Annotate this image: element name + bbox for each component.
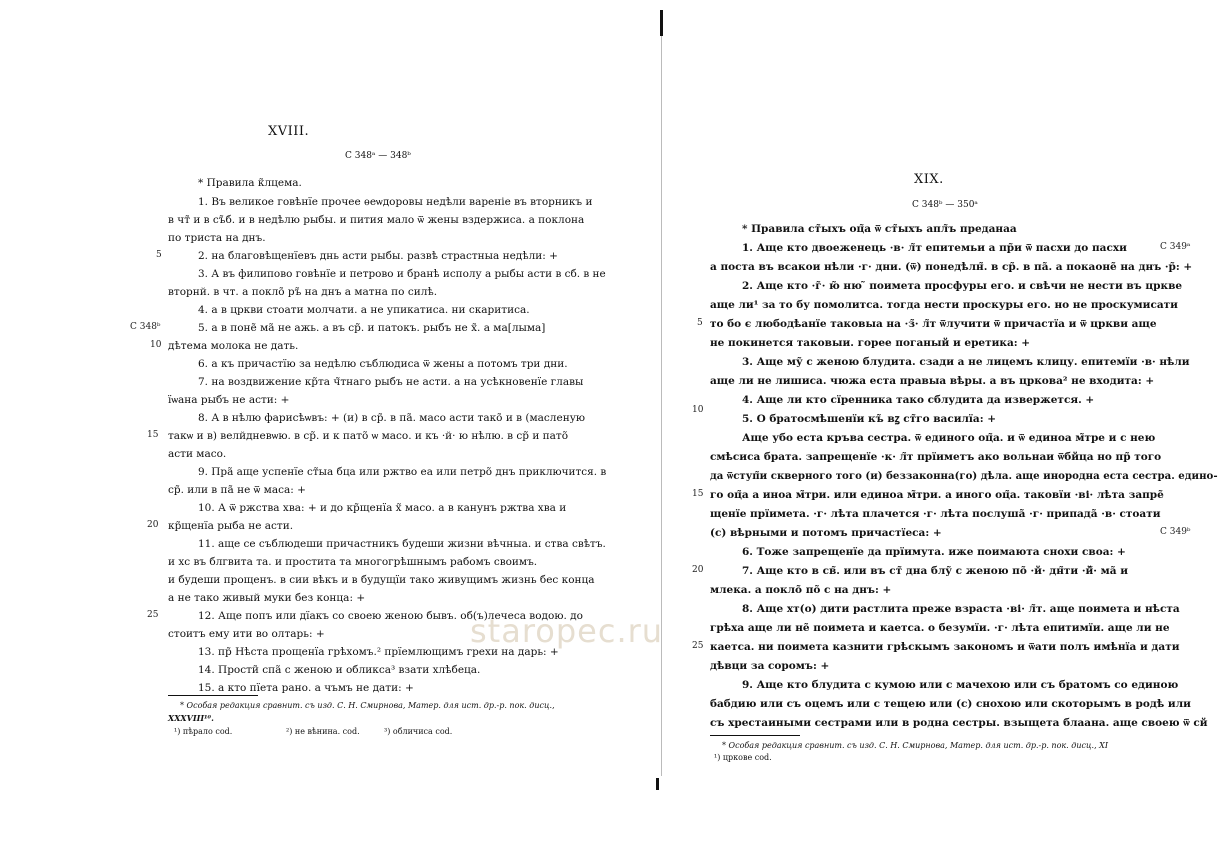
text-line: а не тако живый муки без конца: +: [168, 592, 366, 604]
text-line: 8. А в нѣлю фарисѣѡвъ: + (и) в ср̃. в па̃. масо асти тако̃ и в (масленую: [198, 412, 586, 424]
text-line: 2. на благовѣщенїевъ днь асти рыбы. развѣ страстныа недѣли: +: [198, 250, 558, 262]
right-manuscript-ref: С 348ᵇ — 350ᵃ: [912, 200, 978, 210]
text-line: 4. а в цркви стоати молчати. а не упикатиса. ни скаритиса.: [198, 304, 530, 316]
text-line: * Правила к̃лцема.: [198, 177, 302, 189]
line-number: 10: [150, 340, 162, 350]
text-line: ср̃. или в па̃ не ѿ маса: +: [168, 484, 306, 496]
text-line: 12. Аще попъ или дїакъ со своею женою бывъ. об(ъ)лечеса водою. до: [198, 610, 583, 622]
text-line: не покинется таковыи. горее поганый и еретика: +: [710, 337, 1031, 349]
text-line: 6. а къ причастїю за недѣлю съблюдиса ѿ жены а потомъ три дни.: [198, 358, 568, 370]
text-line: 3. Аще му̃ с женою блудита. сзади а не лицемъ клицу. епитемїи ·в· нѣли: [742, 356, 1190, 368]
line-number: 5: [156, 250, 162, 260]
text-line: аще ли¹ за то бу помолитса. тогда нести проскуры его. но не проскумисати: [710, 299, 1178, 311]
text-line: 7. Аще кто в св̃. или въ ст̃ дна блу̃ с женою по̃ ·й· дн̃ти ·й̃· ма̃ и: [742, 565, 1128, 577]
text-line: 3. А въ филипово говѣнїе и петрово и бранѣ исполу а рыбы асти в сб. в не: [198, 268, 606, 280]
text-line: аще ли не лишиса. чюжа еста правыа вѣры. а въ цркова² не входита: +: [710, 375, 1155, 387]
footnote-main: * Особая редакция сравнит. съ изд. С. Н. Смирнова, Матер. для ист. др.-р. пок. дисц.,: [180, 701, 555, 710]
text-line: каетса. ни поимета казнити грѣскымъ закономъ и ѿати полъ имѣнїа и дати: [710, 641, 1180, 653]
text-line: 7. на воздвижение кр̃та ч̃тнаго рыбъ не асти. а на усѣкновенїе главы: [198, 376, 584, 388]
text-line: дѣвци за соромъ: +: [710, 660, 830, 672]
text-line: 1. Аще кто двоеженець ·в· л̃т епитемьи а пр̃и ѿ пасхи до пасхи: [742, 242, 1127, 254]
line-number: 5: [697, 318, 703, 328]
line-number: 10: [692, 405, 704, 415]
text-line: такѡ и в) велйдневѡю. в ср̃. и к пато̃ ѡ масо. и къ ·й· ю нѣлю. в ср̃ и пато̃: [168, 430, 569, 442]
watermark: staropec.ru: [470, 612, 664, 650]
text-line: 5. О братосмѣшенїи къ̃ вꙁ ст̃го василїа: +: [742, 413, 997, 425]
text-line: да ѿступ̃и скверного того (и) беззаконна(го) дѣла. аще инородна еста сестра. едино-: [710, 470, 1218, 482]
text-line: го оц̃а а иноа м̃три. или единоа м̃три. а иного оц̃а. таковїи ·ві· лѣта запре̃: [710, 489, 1164, 501]
footnote-2: ²) не вѣнина. cod.: [286, 727, 360, 736]
right-page: [612, 0, 1224, 868]
text-line: вторнй. в чт. а покло̃ ръ̃ на днъ а матна по силѣ.: [168, 286, 438, 298]
text-line: 9. Аще кто блудита с кумою или с мачехою или съ братомъ со единою: [742, 679, 1179, 691]
footnote-1: ¹) пѣрало cod.: [174, 727, 233, 736]
text-line: 14. Прости̃ спа̃ с женою и обликса³ взати хлѣбеца.: [198, 664, 481, 676]
footnote-1: ¹) цркове cod.: [714, 753, 772, 762]
text-line: 2. Аще кто ·г̃· ю̃ ню ̃ поимета просфуры его. и свѣчи не нести въ цркве: [742, 280, 1183, 292]
text-line: 15. а кто пїета рано. а чъмъ не дати: +: [198, 682, 414, 694]
text-line: 8. Аще хт(о) дити растлита преже взраста ·ві· л̃т. аще поимета и нѣста: [742, 603, 1180, 615]
text-line: Аще убо еста кръва сестра. ѿ единого оц̃а. и ѿ единоа м̃тре и с нею: [742, 432, 1156, 444]
footnote-main: * Особая редакция сравнит. съ изд. С. Н. Смирнова, Матер. для ист. др.-р. пок. дисц., XI: [722, 741, 1109, 750]
text-line: асти масо.: [168, 448, 227, 460]
footnote-ref: XXXVIII¹⁰.: [168, 713, 214, 723]
text-line: и будеши прощенъ. в сии вѣкъ и в будущїи тако живущимъ жизнь бес конца: [168, 574, 595, 586]
text-line: 9. Пра̃ аще успенїе ст̃ыа бца или ржтво еа или петро̃ днъ приключится. в: [198, 466, 607, 478]
text-line: дѣтема молока не дать.: [168, 340, 299, 352]
text-line: грѣха аще ли не̃ поимета и каетса. о безумїи. ·г· лѣта епитимїи. аще ли не: [710, 622, 1170, 634]
folio-marker: С 348ᵇ: [130, 322, 161, 332]
left-section-title: XVIII.: [268, 124, 310, 139]
text-line: * Правила ст̃ыхъ оц̃а ѿ ст̃ыхъ апл̃ъ преданаа: [742, 223, 1017, 235]
footnote-divider: [168, 695, 258, 696]
text-line: 11. аще се съблюдеши причастникъ будеши жизни вѣчныа. и ства свѣтъ.: [198, 538, 606, 550]
text-line: (с) вѣрными и потомъ причастїеса: +: [710, 527, 942, 539]
text-line: стоитъ ему ити во олтарь: +: [168, 628, 325, 640]
text-line: и хс въ блгвита та. и простита та многогрѣшнымъ рабомъ своимъ.: [168, 556, 538, 568]
text-line: щенїе прїимета. ·г· лѣта плачется ·г· лѣта послуша̃ ·г· припада̃ ·в· стоати: [710, 508, 1161, 520]
line-number: 20: [147, 520, 159, 530]
line-number: 15: [147, 430, 159, 440]
text-line: 1. Въ великое говѣнїе прочее ѳеѡдоровы недѣли вареніе въ вторникъ и: [198, 196, 593, 208]
text-line: смѣсиса брата. запрещенїе ·к· л̃т прїиметъ ако вольнаи ѿбйца но пр̃ того: [710, 451, 1162, 463]
line-number: 25: [147, 610, 159, 620]
line-number: 20: [692, 565, 704, 575]
text-line: в чт̃ и в съ̃б. и в недѣлю рыбы. и пития мало ѿ жены вздержиса. а поклона: [168, 214, 585, 226]
text-line: їѡана рыбъ не асти: +: [168, 394, 290, 406]
text-line: бабдию или съ оцемъ или с тещею или (с) снохою или скоторымъ в родѣ или: [710, 698, 1191, 710]
text-line: кр̃щенїа рыба не асти.: [168, 520, 294, 532]
footnote-3: ³) обличиса cod.: [384, 727, 453, 736]
line-number: 25: [692, 641, 704, 651]
text-line: 6. Тоже запрещенїе да прїимута. иже поимаюта снохи своа: +: [742, 546, 1126, 558]
line-number: 15: [692, 489, 704, 499]
text-line: а поста въ всакои нѣли ·г· дни. (ѿ) понедѣлн̃. в ср̃. в па̃. а покаоне̃ на днъ ·р̃: +: [710, 261, 1193, 273]
left-manuscript-ref: С 348ᵃ — 348ᵇ: [345, 151, 411, 161]
footnote-divider: [710, 735, 800, 736]
right-section-title: XIX.: [914, 172, 944, 187]
folio-marker: С 349ᵃ: [1160, 242, 1191, 252]
text-line: 10. А ѿ ржства хва: + и до кр̃щенїа х̃ масо. а в канунъ ржтва хва и: [198, 502, 567, 514]
text-line: 4. Аще ли кто сїренника тако сблудита да извержется. +: [742, 394, 1095, 406]
text-line: по триста на днъ.: [168, 232, 266, 244]
text-line: съ хрестаиными сестрами или в родна сестры. взыщета блаана. аще своею ѿ сй: [710, 717, 1208, 729]
text-line: 5. а в поне̃ ма̃ не ажь. а въ ср̃. и патокъ. рыбъ не х̃. а ма[лыма]: [198, 322, 546, 334]
text-line: то бо є любодѣанїе таковыа на ·з̃· л̃т ѿлучити ѿ причастїа и ѿ цркви аще: [710, 318, 1157, 330]
folio-marker: С 349ᵇ: [1160, 527, 1191, 537]
text-line: млека. а покло̃ по̃ с на днъ: +: [710, 584, 892, 596]
text-line: 13. пр̃ Нѣста прощенїа грѣхомъ.² прїемлющимъ грехи на дарь: +: [198, 646, 559, 658]
